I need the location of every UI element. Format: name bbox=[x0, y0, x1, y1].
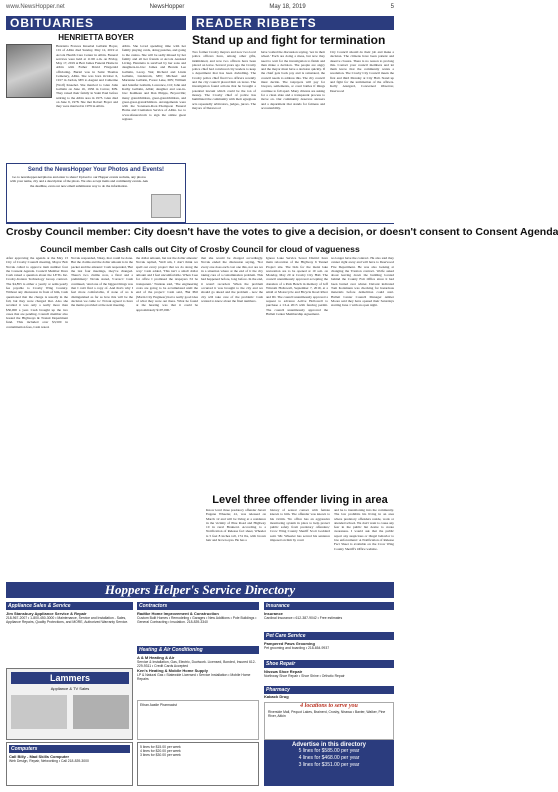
category-heating: Heating & Air Conditioning bbox=[137, 646, 259, 654]
shoe-listing[interactable] bbox=[264, 670, 394, 684]
main-text-2: Novak responded, 'Okay, that could be done. But the claims and the dollar amount is in the packet and the amount.' Cash responded, 'But the last four meetings, they've changed. There's two claims now, a final and a preliminary.' Novak stated, 'Correct.' Cash continued, 'And one of the biggest things was that I can't find a copy of. And that's why I feel more comfortable, if none of us is distinguished as far as how this will be the decision we came to.' Novak agreed to have the memo provided at the next meeting. bbox=[71, 256, 133, 308]
obituary-photo bbox=[6, 44, 52, 98]
appliance-photo bbox=[11, 695, 67, 729]
computer-details: Web Design, Repair, Networking • Call 218-839-3000 bbox=[9, 759, 89, 764]
obituary-text-1: Henrietta Frances Knaebel Gallatin Boyer, 101 of Albin died Sunday, May 12, 2019 at Arcola Health Care Center in Albin. Funeral services were held at 11:00 a.m. on Friday, May 17, 2019 at Bert James Funeral Home in Albin with Father David Fitzgerald officiating. Burial was in Saint Thomas Cemetery, Albin. She was born October 6, 1917 in Jordan, MN to August and Catherine (Wolf) Knaebel. She married to Glen John Gallatin on June 16, 1936 in Carver, MN. They raised their family in Saint Paul before retiring to the Albin area in 1973. Glen died on June 9, 1978. She met Robert Boyer and they were married in 1979 in Albin. bbox=[56, 44, 118, 109]
lammers-logo: Lammers bbox=[11, 672, 129, 684]
photos-promo-body: Go to newshopper.net/photos and enter to share! Upload to our Hopper events website, any photos with your name, city and a description of the photo. We also accept items and community events. Ask the deadline, even our new email submission way to do the information. bbox=[10, 175, 148, 188]
obituaries-banner: OBITUARIES bbox=[6, 16, 186, 30]
page-header bbox=[6, 4, 394, 14]
service-directory-banner: Hoppers Helper's Service Directory bbox=[6, 582, 394, 598]
site-url[interactable]: www.NewsHopper.net bbox=[6, 4, 65, 10]
appliance-name: Jim Stansbury Appliance Service & Repair bbox=[6, 611, 87, 616]
opinion-text-3: City Council should do their job and make a decision. The citizens have been patient and deserve closure. There is no reason to prolong this. Contact your council members and let them know that the community wants a resolution. The Crosby City Council meets the first and third Monday at City Hall. Stand up and fight for the termination of the officers. Kelly Anstgard, Concerned Observer, Deerwood bbox=[330, 50, 394, 93]
contractor-name: Radtke Home Improvement & Construction bbox=[137, 611, 219, 616]
category-pet-care: Pet Care Service bbox=[264, 632, 394, 640]
tv-photo bbox=[73, 695, 129, 729]
insurance-details: Cardinal Insurance • 612-387-9042 • Free estimates bbox=[264, 616, 343, 621]
contractor-listing[interactable] bbox=[137, 612, 259, 644]
locations-list: Riverside Mall, Pequot Lakes, Brainerd, Crosby, Nisswa • Baxter, Walker, Pine River, Aitkin bbox=[268, 710, 386, 719]
opinion-headline: Stand up and fight for termination bbox=[192, 33, 386, 47]
pet-listing[interactable] bbox=[264, 642, 394, 658]
issue-date: May 18, 2019 bbox=[269, 4, 306, 10]
computer-name: Call Billy - Mad Skills Computer bbox=[9, 754, 70, 759]
category-insurance: Insurance bbox=[264, 602, 394, 610]
category-appliance: Appliance Sales & Service bbox=[6, 602, 133, 610]
computer-listing[interactable] bbox=[6, 742, 133, 786]
category-pharmacy: Pharmacy bbox=[264, 686, 394, 694]
rate-weekly-2: 4 lines for $20.00 per week bbox=[140, 749, 181, 754]
category-shoe-repair: Shoe Repair bbox=[264, 660, 394, 668]
main-text-3: the dollar amount, but not the dollar amount.' Novak replied, 'Well um, I don't think we spell out every project that we do along the way.' Cash added, 'This isn't a small dollar amount and I feel uncomfortable. When I see for office I promised the taxpayers I'd be transparent.' Trudeau said, 'The engineering costs are going to be accumulated until the end of the project.' Cash said, 'But Phil (Marin City Engineer) had a really good idea of what they were out there. What he found at the hearing was that it could be approximately $197,000.' bbox=[136, 256, 198, 312]
pharmacy-detail-box[interactable] bbox=[137, 700, 259, 740]
pet-details: Pet grooming and boarding • 218-654-9937 bbox=[264, 646, 330, 651]
rate-weekly-3: 3 lines for $30.00 per week bbox=[140, 753, 181, 758]
ken-heating-details: LP & Natural Gas • Statewide Licensed • Service Installation • Mobile Home Repairs bbox=[137, 672, 251, 682]
reader-ribbets-banner: READER RIBBETS bbox=[192, 16, 394, 30]
heating-details: Service & Installation, Gas, Electric, Ductwork. Licensed, Bonded, Insured 612-229-9311 • Credit Cards Accepted bbox=[137, 660, 256, 669]
offender-text-2: history of sexual contact with female known to him. The offender was known to his victim. 'No office has an aggressive monitoring system in place to help protect public safety from predatory offenders,' Crow Wing County Sheriff Scott Goddard said. 'Mr. Wheeler has served his sentence imposed on him by court bbox=[270, 508, 330, 543]
main-text-4: that she would be charged accordingly. Novak ended the discussion saying, 'Not every one does each cost one this, nor are we in a situation where at the end of it the city taking care of a contamination problem. This had happened before, long before. In the end, it wasn't recorded. When the problem occurred it was brought to the city and we should go ahead and the problem - now the city will take care of the problem.' Cash wanted to know about the final numbers. bbox=[201, 256, 263, 303]
main-subhead: Council member Cash calls out City of Crosby Council for cloud of vagueness bbox=[40, 244, 360, 254]
rate-weekly-1: 5 lines for $15.00 per week bbox=[140, 745, 181, 749]
rates-weekly bbox=[137, 742, 259, 786]
shoe-details: Northway Shoe Repair • Shoe Shine • Orthotic Repair bbox=[264, 674, 345, 679]
ad-rates-box bbox=[264, 740, 394, 786]
shoe-name: Nisswa Shoe Repair bbox=[264, 669, 303, 674]
lammers-ad[interactable] bbox=[6, 668, 133, 740]
rate-yearly-1: 5 lines for $585.00 per year bbox=[298, 748, 360, 754]
pharmacy-listing[interactable] bbox=[264, 695, 394, 702]
appliance-listing[interactable] bbox=[6, 612, 133, 666]
main-headline: Crosby Council member: City doesn't have the votes to give a decision, or doesn't consent to Consent Agenda bbox=[6, 226, 558, 238]
section-name: NewsHopper bbox=[149, 4, 185, 10]
rates-title: Advertise in this directory bbox=[291, 742, 367, 748]
rate-yearly-2: 4 lines for $468.00 per year bbox=[298, 755, 360, 761]
rate-yearly-3: 3 lines for $351.00 per year bbox=[298, 762, 360, 768]
pharmacy-name: Kaback Drug bbox=[264, 694, 289, 699]
contractor-details: Custom Built Homes • Remodeling • Garages • New Additions • Pole Buildings • General Contracting • Insulation. 218-839-3340 bbox=[137, 616, 257, 625]
appliance-details: 218-967-2007 • 1-800-450-3000 • Maintenance, Service and Installation - Sales, Appliance Repairs, Quality Protections, and MORE, Authorized Warranty Service. bbox=[6, 616, 129, 625]
obituary-text-2: Albin. She loved spending time with her family playing cards, doing puzzles, and going to the casino. She will be sadly missed by her family and all her friends at Arcola Assisted Living. Henrietta is survived by her sons and daughters-in-law: James and Brenda Lee Gallatin, Lacey, WA; Richard and Linda Gallatin, Lindstrom, MN; Michael and Marianne Gallatin, Forest Lake, MN; William and Jennifer Gallatin, Lawrence, CO; John and Kathy Gallatin, Albin; daughter and son-in-law: Kathleen and Dan Phipps, Boyceville; many grandchildren, great-grandchildren, and great-great-grandchildren. Arrangements were with the Sorensen-Root-Thompson Funeral Home and Cremation Service of Albin. Go to www.sfuneralcom to sign the online guest register. bbox=[122, 44, 186, 122]
page-number: 5 bbox=[390, 4, 394, 10]
lammers-tagline: Appliance & TV Sales bbox=[50, 686, 90, 691]
insurance-listing[interactable] bbox=[264, 612, 394, 630]
category-computers: Computers bbox=[9, 745, 130, 753]
divider bbox=[6, 223, 394, 224]
opinion-text-2: have voided the discussion saying, 'not in their wheel.' Each are doing a mess, but now they need to wait for the investigation to finish and then make a decision. The people are angry and the mayor must have a decision quickly. If the chief gets back pay and is reinstated, the council needs to address this. The city council must decide. The taxpayers will pay for lawyers, settlements, or court battles if things continue to fall apart. Many citizens are asking for a clean slate and a transparent process to move on. Our community deserves answers and a department that stands for fairness and accountability. bbox=[261, 50, 325, 110]
photos-promo-box[interactable] bbox=[6, 163, 186, 223]
offender-headline: Level three offender living in area bbox=[212, 494, 388, 506]
offender-text-1: Know level three predatory offender Jarrett Eugene Wheeler, 41, was released on March 12 and will be living at a residence in the vicinity of Pine Road and Highway 10 in rural Brainerd. According to a Notification of Release fact sheet, Wheeler is 5 feet 8 inches tall, 174 lbs, with brown hair and brown eyes. He has a bbox=[206, 508, 266, 543]
pharmacy-details: Ethan Aastle Pharmacist bbox=[140, 703, 177, 707]
ken-heating-name: Ken's Heating & Mobile Home Supply bbox=[137, 667, 208, 673]
pet-name: Pampered Paws Grooming bbox=[264, 641, 315, 646]
locations-box[interactable] bbox=[264, 702, 394, 740]
heating-listing[interactable] bbox=[137, 656, 259, 698]
main-text-6: no longer have the contract. He also said they cannot right away and will have to Deerwood Fire Department. He was also looking at changing the Truxton contract. Wolfe asked about leaving down the building located behind the County Fair Office since it had been buried over winter. DeCent indicated Tom Kotzmann was checking for hazardous materials before demolition could start. Hallett Center Council Manager Amber Moore said they have opened their Saturdays starting June 1 with an open night. bbox=[331, 256, 394, 308]
heating-name: A & M Heating & Air bbox=[137, 655, 175, 660]
photos-promo-title: Send the NewsHopper Your Photos and Events! bbox=[27, 167, 165, 173]
insurance-name: Insurance bbox=[264, 611, 283, 616]
offender-text-3: and he is transitioning into the community. The law prohibits his living in an area where predatory offenders reside, work or attended school. We don't want to cause any fear in the public but desire to create awareness. I would ask that the public report any suspicious or illegal behavior to law enforcement.' A Notification of Release Fact Sheet is available on the Crow Wing County Sheriff's Office website. bbox=[334, 508, 394, 551]
camera-image bbox=[151, 194, 181, 218]
locations-title: 4 locations to serve you bbox=[300, 703, 358, 709]
category-contractors: Contractors bbox=[137, 602, 259, 610]
opinion-text-1: Two former Crosby mayors and now two local police officers have, among other gifts, intimidated, and now two officers have been placed on leave. Several years ago the Crosby police chief had convinced city leaders to keep a department that has been dwindling. The Crosby police chief fired two officers recently and the city council placed him on leave. The investigation found actions that he brought a potential lawsuit which could be the ton of money. The Crosby chief of police has humiliated the community with their egregious acts repeatedly arbitrators, judges, jurors. The mayors of Derewood bbox=[192, 50, 256, 110]
main-text-1: After approving the agenda at the May 13 City of Crosby Council meeting, Mayor Bob Novak called to approve item number four the Consent Agenda. Council Member Dave Cash raised a question about the LETG Inc. Crosby-Ironton Technology Group contract. The $4,855 is either a yearly or semi-yearly fee payable to Crosby Wing Country. Without any discussion in front of him, Cash questioned that the charge is usually in the fall, but they were charged that. Also she recalled it was only a really more than $50,000 a year. Cash brought up the two cases that are pending. Council member also hosted the Highways & Transit Department fund. This included over $3,500 in contamination fees, Cash noted. bbox=[6, 256, 68, 329]
obituary-name: HENRIETTA BOYER bbox=[58, 33, 134, 42]
main-text-5: Ignore Lake Service Sewer District have main relocation of the Highway 6 Tunnel Project site. The bids for the moist lake restoration are to be opened at 10 a.m. on Monday, May 20 at Crosby City Hall. The council unanimously approved accepting the donation of a Park Bench in memory of Jeff Winroth Hollowell, September 7, 2019, at a small at Motorcycle and Bicycle Road River and ID. The council unanimously approved a request to advance Active Hollowell to purchase a CLA 2015 with fencing permit. The council unanimously approved the Hallett Center Membership Agreement. bbox=[266, 256, 328, 316]
